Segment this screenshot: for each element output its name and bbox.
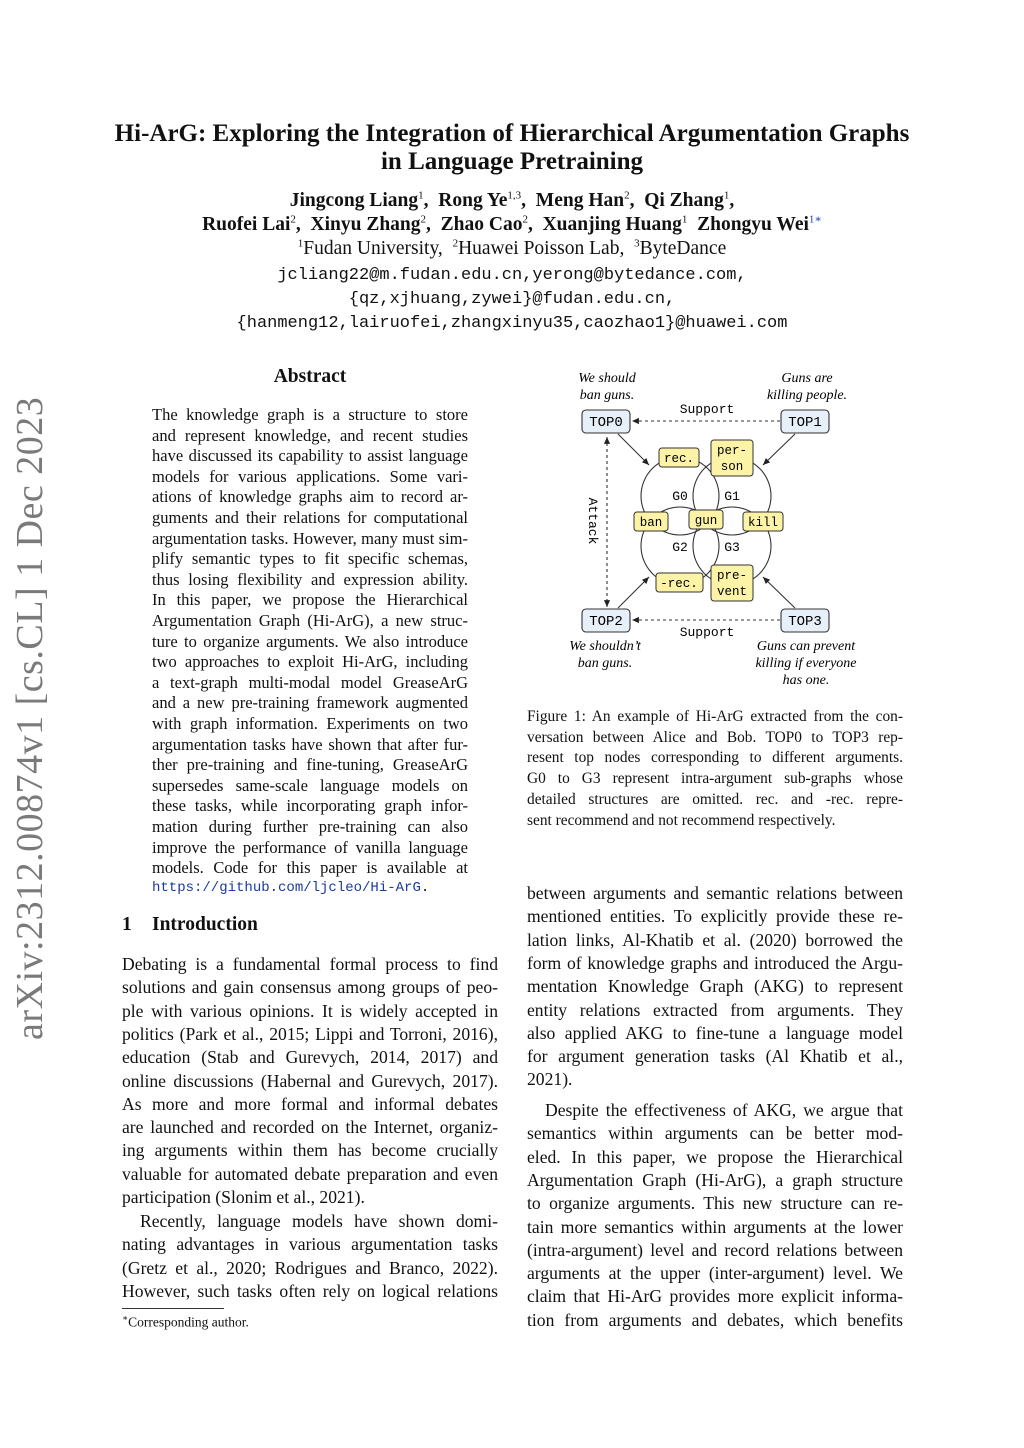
abstract-line: In this paper, we propose the Hierarchical xyxy=(152,590,468,610)
caption-line: versation between Alice and Bob. TOP0 to TOP3 rep- xyxy=(527,728,903,746)
abstract-line: plify semantic types to fit specific schemas, xyxy=(152,549,468,569)
right-p2-line: Argumentation Graph (Hi-ArG), a graph structure xyxy=(527,1169,903,1190)
rec-label: rec. xyxy=(663,452,695,466)
abstract-line: two approaches to exploit Hi-ArG, including xyxy=(152,652,468,672)
paper-title xyxy=(60,120,964,176)
right-p2-line: tion from arguments and debates, which benefits xyxy=(527,1309,903,1330)
node-top0 xyxy=(582,410,630,433)
top1-text-l1: Guns are xyxy=(781,371,833,386)
affil-sup: 2 xyxy=(452,237,459,250)
abstract-line: models. Code for this paper is available at xyxy=(152,858,468,878)
right-p1-line: form of knowledge graphs and introduced the Argu- xyxy=(527,952,903,973)
ban-label: ban xyxy=(639,516,663,530)
right-p1-line: mentioned entities. To explicitly provide these re- xyxy=(527,906,903,927)
attack-label: Attack xyxy=(585,497,600,545)
abstract-line: improve the performance of vanilla language xyxy=(152,837,468,857)
right-p2-line: eled. In this paper, we propose the Hierarchical xyxy=(527,1146,903,1167)
intro-p1-line: education (Stab and Gurevych, 2014, 2017) and xyxy=(122,1047,498,1068)
author-sup: 2 xyxy=(624,189,630,202)
right-p2-line: Despite the effectiveness of AKG, we argue that xyxy=(545,1100,903,1120)
author-sup: 1 xyxy=(723,189,730,202)
author: Zhongyu Wei xyxy=(697,214,809,235)
node-rec xyxy=(659,448,699,467)
right-p1-line: entity relations extracted from arguments. They xyxy=(527,999,903,1020)
abstract-line: ations of knowledge graphs aim to record ar- xyxy=(152,487,468,507)
top1-text-l2: killing people. xyxy=(766,388,848,403)
right-p1-line: mentation Knowledge Graph (AKG) to represent xyxy=(527,976,903,997)
author-sup: 2 xyxy=(290,213,296,226)
support-bottom-label: Support xyxy=(679,625,735,640)
affil-sup: 1 xyxy=(297,237,304,250)
author: Xuanjing Huang xyxy=(542,214,682,235)
url-period: . xyxy=(420,880,430,896)
intro-p1-line: solutions and gain consensus among groups of peo- xyxy=(122,977,498,998)
intro-p1-line: online discussions (Habernal and Gurevych, 2017). xyxy=(122,1070,498,1091)
author-sup: 1 xyxy=(418,189,424,202)
author: Xinyu Zhang xyxy=(310,214,421,235)
intro-p1-line: As more and more formal and informal debates xyxy=(122,1093,498,1114)
intro-p2-line: Recently, language models have shown domi- xyxy=(140,1211,498,1231)
right-p1-line: lation links, Al-Khatib et al. (2020) borrowed the xyxy=(527,929,903,950)
top0-text-l2: ban guns. xyxy=(579,388,635,403)
prevent-label-1: pre- xyxy=(716,569,748,583)
figure-1-hiarg xyxy=(555,365,875,695)
abstract-line: have discussed its capability to assist language xyxy=(152,446,468,466)
arxiv-id: arXiv:2312.00874v1 [cs.CL] 1 Dec 2023 xyxy=(9,396,51,1040)
title-line-2: in Language Pretraining xyxy=(380,148,644,175)
affiliations xyxy=(60,238,964,260)
edge-top3-g3 xyxy=(763,577,795,608)
abstract-line: a text-graph multi-modal model GreaseArG xyxy=(152,672,468,692)
caption-line: detailed structures are omitted. rec. and -rec. repre- xyxy=(527,790,903,808)
footnote-text: Corresponding author. xyxy=(128,1314,249,1330)
affiliation: ByteDance xyxy=(639,238,727,259)
author-line-1: Jingcong Liang$^1$, Rong Ye$^{1,3}$, Meng Han$^2$, Qi Zhang$^1$, xyxy=(289,189,735,211)
section-number: 1 xyxy=(122,914,132,935)
section-title: Introduction xyxy=(152,914,258,935)
top2-label: TOP2 xyxy=(589,614,623,630)
title-line-1: Hi-ArG: Exploring the Integration of Hierarchical Argumentation Graphs xyxy=(114,120,910,147)
node-top3 xyxy=(781,609,829,632)
support-top-label: Support xyxy=(679,402,735,417)
top3-label: TOP3 xyxy=(788,614,822,630)
affil-sup: 3 xyxy=(634,237,640,250)
edge-top0-g0 xyxy=(618,434,649,465)
right-p1-line: for argument generation tasks (Al Khatib et al., xyxy=(527,1046,903,1067)
email-line-3: {hanmeng12,lairuofei,zhangxinyu35,caozhao1}@huawei.com xyxy=(236,314,788,333)
edge-top2-g2 xyxy=(618,577,649,608)
intro-p1-line: are launched and recorded on the Internet, organiz- xyxy=(122,1117,498,1138)
node-top1 xyxy=(781,410,829,433)
abstract-line: with graph information. Experiments on two xyxy=(152,714,468,733)
abstract-line: ture to organize arguments. We also introduce xyxy=(152,631,468,651)
intro-p1-line: valuable for automated debate preparation and even xyxy=(122,1163,498,1184)
abstract-line: argumentation tasks. However, many must sim- xyxy=(152,528,468,548)
section-heading-introduction xyxy=(122,914,258,936)
author-sup: 2 xyxy=(522,213,528,226)
right-p1-line: also applied AKG to fine-tune a language model xyxy=(527,1022,903,1043)
top0-label: TOP0 xyxy=(589,415,623,431)
right-p1-line: between arguments and semantic relations between xyxy=(527,883,903,903)
abstract-line: models for various applications. Some vari- xyxy=(152,466,468,486)
abstract-line: and a new pre-training framework augmented xyxy=(152,693,468,713)
right-p2-line: tain more semantics within arguments at the lower xyxy=(527,1216,903,1237)
author-sup: 2 xyxy=(420,213,427,226)
g0-label: G0 xyxy=(672,489,688,504)
abstract-line: argumentation tasks have shown that after fur- xyxy=(152,734,468,754)
caption-line: sent recommend and not recommend respectively. xyxy=(527,811,836,829)
caption-line: resent top nodes corresponding to different arguments. xyxy=(527,749,903,767)
author: Qi Zhang xyxy=(644,190,724,211)
author: Jingcong Liang xyxy=(289,190,419,211)
node-person xyxy=(711,440,753,476)
intro-p1-line: politics (Park et al., 2015; Lippi and Torroni, 2016), xyxy=(122,1023,498,1044)
top3-text-l2: killing if everyone xyxy=(755,656,857,671)
right-p2-line: claim that Hi-ArG provides more explicit informa- xyxy=(527,1286,903,1307)
abstract-line: ther pre-training and fine-tuning, GreaseArG xyxy=(152,755,468,775)
right-p2-line: to organize arguments. This new structure can re- xyxy=(527,1193,903,1214)
top3-text-l1: Guns can prevent xyxy=(756,639,856,654)
author-sup: 1∗ xyxy=(808,213,822,226)
abstract-line: and represent knowledge, and recent studies xyxy=(152,425,468,445)
author-line-2: Ruofei Lai$^2$, Xinyu Zhang$^2$, Zhao Cao$^2$, Xuanjing Huang$^1$ Zhongyu Wei$^{1∗}$ xyxy=(202,213,822,235)
author: Meng Han xyxy=(535,190,625,211)
node-not-rec xyxy=(656,573,703,592)
prevent-label-2: vent xyxy=(716,585,748,599)
abstract-line: supersedes same-scale language models on xyxy=(152,775,468,795)
node-kill xyxy=(743,512,783,531)
code-link[interactable]: https://github.com/ljcleo/Hi-ArG xyxy=(152,880,421,896)
abstract-line: these tasks, while incorporating graph infor- xyxy=(152,796,468,816)
abstract-heading: Abstract xyxy=(273,366,347,387)
node-prevent xyxy=(711,565,753,601)
caption-line: G0 to G3 represent intra-argument sub-graphs whose xyxy=(527,770,903,788)
footnote-rule xyxy=(122,1308,224,1309)
edge-top1-g1 xyxy=(763,434,795,465)
person-label-1: per- xyxy=(716,444,748,458)
abstract-line: guments and their relations for computational xyxy=(152,508,468,527)
intro-p2-line: nating advantages in various argumentation tasks xyxy=(122,1234,498,1255)
kill-label: kill xyxy=(747,516,779,530)
abstract-line: thus losing flexibility and expression ability. xyxy=(152,569,468,589)
intro-p1-line: participation (Slonim et al., 2021). xyxy=(122,1187,365,1207)
intro-p2-line: However, such tasks often rely on logical relations xyxy=(122,1280,498,1301)
right-p2-line: semantics within arguments can be better mod- xyxy=(527,1123,903,1144)
g2-label: G2 xyxy=(672,540,688,555)
node-gun xyxy=(689,510,723,529)
right-p1-line: 2021). xyxy=(527,1069,573,1090)
footnote xyxy=(122,1313,249,1331)
top2-text-l2: ban guns. xyxy=(577,656,633,671)
node-top2 xyxy=(582,609,630,632)
intro-p1-line: Debating is a fundamental formal process to find xyxy=(122,954,498,974)
caption-line: Figure 1: An example of Hi-ArG extracted from the con- xyxy=(527,708,903,725)
top0-text-l1: We should xyxy=(578,371,636,386)
node-ban xyxy=(634,512,668,531)
abstract-url[interactable] xyxy=(152,878,429,898)
top3-text-l3: has one. xyxy=(782,673,830,688)
author: Ruofei Lai xyxy=(202,214,291,235)
not-rec-label: -rec. xyxy=(660,577,698,591)
author: Zhao Cao xyxy=(440,214,523,235)
footnote-mark: ∗ xyxy=(122,1313,129,1323)
abstract-line: The knowledge graph is a structure to store xyxy=(152,405,468,424)
author-sup: 1 xyxy=(681,213,688,226)
g3-label: G3 xyxy=(724,540,740,555)
intro-p2-line: (Gretz et al., 2020; Rodrigues and Branco, 2022). xyxy=(122,1257,498,1278)
email-line-2: {qz,xjhuang,zywei}@fudan.edu.cn, xyxy=(348,290,676,309)
intro-p1-line: ple with various opinions. It is widely accepted in xyxy=(122,1000,498,1021)
right-p2-line: arguments at the upper (inter-argument) level. We xyxy=(527,1263,903,1284)
top2-text-l1: We shouldn’t xyxy=(569,639,641,654)
gun-label: gun xyxy=(694,514,718,528)
email-line-1: jcliang22@m.fudan.edu.cn,yerong@bytedance.com, xyxy=(277,266,747,285)
abstract-line: Argumentation Graph (Hi-ArG), a new struc- xyxy=(152,611,468,630)
abstract-line: mation during further pre-training can also xyxy=(152,817,468,836)
g1-label: G1 xyxy=(724,489,740,504)
author: Rong Ye xyxy=(438,190,508,211)
top1-label: TOP1 xyxy=(788,415,822,431)
right-p2-line: (intra-argument) level and record relations between xyxy=(527,1239,903,1260)
intro-p1-line: ing arguments within them has become crucially xyxy=(122,1140,498,1161)
affiliation: Huawei Poisson Lab, xyxy=(458,238,625,259)
author-sup: 1,3 xyxy=(507,189,522,202)
person-label-2: son xyxy=(720,460,744,474)
affiliation: Fudan University, xyxy=(303,238,443,259)
